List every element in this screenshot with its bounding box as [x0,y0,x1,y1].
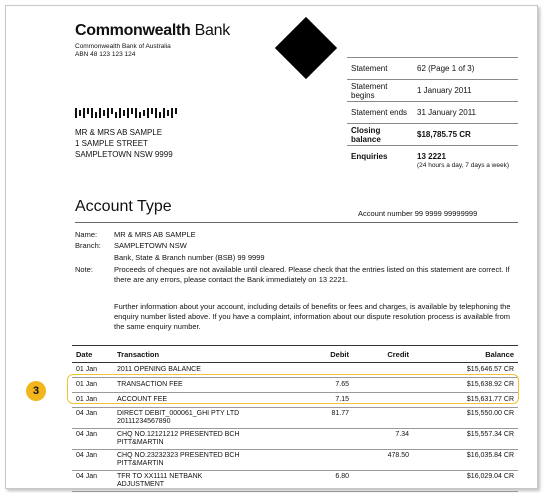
bank-legal-name: Commonwealth Bank of Australia [75,43,171,50]
row-debit: 81.77 [291,408,353,429]
row-debit: 7.65 [291,378,353,393]
note-label: Note: [75,265,93,274]
header-date: Date [72,346,113,363]
row-balance: $16,035.84 CR [413,450,518,471]
address-line-3: SAMPLETOWN NSW 9999 [75,150,173,159]
ends-label: Statement ends [347,102,413,124]
closing-balance-label: Closing balance [347,124,413,146]
row-description [113,471,291,492]
bsb-value: Bank, State & Branch number (BSB) 99 9999 [114,253,265,262]
row-date: 04 Jan [72,408,113,429]
bank-logo-text [75,22,230,40]
row-credit [353,408,413,429]
row-credit [353,471,413,492]
row-description-line-2: PITT&MARTIN [117,460,164,467]
address-line-2: 1 SAMPLE STREET [75,139,148,148]
closing-balance-value: $18,785.75 CR [413,124,518,146]
row-description-line-2: PITT&MARTIN [117,439,164,446]
row-balance: $15,631.77 CR [413,393,518,408]
name-label: Name: [75,230,98,239]
row-description: 2011 OPENING BALANCE [113,363,291,378]
branch-label: Branch: [75,241,101,250]
bank-abn: ABN 48 123 123 124 [75,51,136,58]
table-row [72,408,518,429]
row-credit: 7.34 [353,429,413,450]
row-balance: $15,557.34 CR [413,429,518,450]
row-description [113,450,291,471]
row-balance: $15,646.57 CR [413,363,518,378]
bank-name-light: Bank [190,22,230,39]
transactions-table [72,345,518,492]
row-debit [291,450,353,471]
row-description-line-1: TFR TO XX1111 NETBANK [117,473,203,480]
postal-barcode-icon [75,108,177,118]
row-date: 04 Jan [72,450,113,471]
row-date: 01 Jan [72,378,113,393]
enquiries-number: 13 2221 [417,152,446,161]
statement-label: Statement [347,58,413,80]
row-description [113,408,291,429]
row-description: ACCOUNT FEE [113,393,291,408]
table-row [72,429,518,450]
branch-value: SAMPLETOWN NSW [114,241,187,250]
row-date: 01 Jan [72,393,113,408]
header-credit: Credit [353,346,413,363]
enquiries-label: Enquiries [351,152,388,161]
statement-summary-box [347,57,518,178]
bank-name-bold: Commonwealth [75,22,191,39]
table-row [72,450,518,471]
name-value: MR & MRS AB SAMPLE [114,230,196,239]
note-paragraph-1: Proceeds of cheques are not available until cleared. Please check that the entries listed on this statement are correct. If there are any errors, please contact the Bank immediately on 13 2221. [114,265,510,284]
note-paragraph-2: Further information about your account, including details of benefits or fees and charges, is available by telephoning the enquiry number listed above. If you have a complaint, information about our dispute resolution process is available from the same enquiry number. [114,302,511,331]
fee-rows-highlight [67,374,519,404]
row-description-line-1: CHQ NO.12121212 PRESENTED BCH [117,431,240,438]
statement-value: 62 (Page 1 of 3) [413,58,518,80]
row-debit: 7.15 [291,393,353,408]
row-description-line-1: DIRECT DEBIT_000061_GHI PTY LTD [117,410,240,417]
table-row [72,471,518,492]
row-balance: $15,638.92 CR [413,378,518,393]
row-description: TRANSACTION FEE [113,378,291,393]
row-date: 01 Jan [72,363,113,378]
row-description-line-1: CHQ NO.23232323 PRESENTED BCH [117,452,240,459]
row-description [113,429,291,450]
row-debit [291,429,353,450]
enquiries-hours: (24 hours a day, 7 days a week) [417,162,510,169]
divider [75,222,518,223]
header-debit: Debit [291,346,353,363]
ends-value: 31 January 2011 [413,102,518,124]
begins-value: 1 January 2011 [413,80,518,102]
account-number: Account number 99 9999 99999999 [358,209,478,218]
header-transaction: Transaction [113,346,291,363]
row-description-line-2: 20111234567890 [117,418,171,425]
row-date: 04 Jan [72,429,113,450]
row-description-line-2: ADJUSTMENT [117,481,165,488]
header-balance: Balance [413,346,518,363]
table-header-row [72,346,518,363]
begins-label: Statement begins [347,80,413,102]
account-type-title: Account Type [75,198,172,215]
row-balance: $16,029.04 CR [413,471,518,492]
address-line-1: MR & MRS AB SAMPLE [75,128,163,137]
callout-badge: 3 [26,381,46,401]
row-date: 04 Jan [72,471,113,492]
row-debit: 6.80 [291,471,353,492]
row-balance: $15,550.00 CR [413,408,518,429]
mailing-address [75,127,173,160]
row-credit: 478.50 [353,450,413,471]
